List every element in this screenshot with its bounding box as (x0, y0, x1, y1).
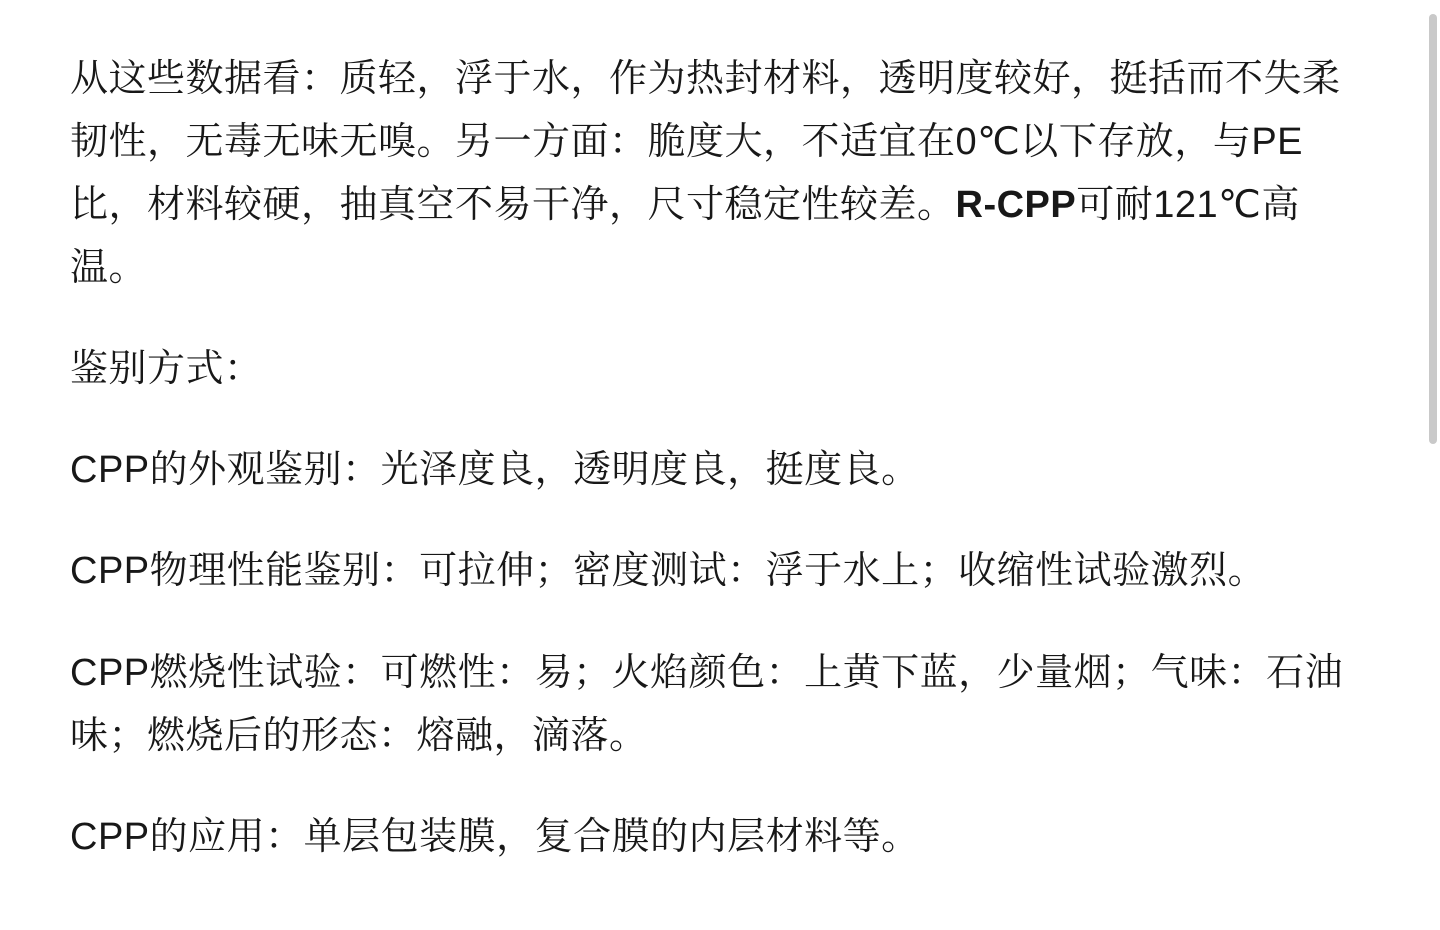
paragraph-application (70, 806, 1350, 869)
body-text: CPP燃烧性试验：可燃性：易；火焰颜色：上黄下蓝，少量烟；气味：石油味；燃烧后的形态：熔融，滴落。 (70, 651, 1344, 757)
paragraph-identification-heading (70, 338, 1350, 401)
vertical-scrollbar[interactable] (1426, 0, 1440, 930)
body-text: 鉴别方式： (70, 348, 263, 391)
body-text: CPP的外观鉴别：光泽度良，透明度良，挺度良。 (70, 449, 920, 492)
paragraph-combustion (70, 642, 1350, 768)
body-text: 从这些数据看：质轻，浮于水，作为热封材料，透明度较好，挺括而不失柔韧性，无毒无味无嗅。另一方面：脆度大，不适宜在0℃以下存放，与PE比，材料较硬，抽真空不易干净，尺寸稳定性较差。 (70, 58, 1341, 227)
paragraph-summary (70, 48, 1350, 300)
body-text: CPP物理性能鉴别：可拉伸；密度测试：浮于水上；收缩性试验激烈。 (70, 550, 1267, 593)
body-text: CPP的应用：单层包装膜，复合膜的内层材料等。 (70, 815, 920, 858)
body-text: 可耐121℃高温。 (70, 184, 1300, 290)
scrollbar-thumb[interactable] (1429, 14, 1437, 444)
paragraph-physical (70, 540, 1350, 603)
emphasis-text: R-CPP (955, 184, 1077, 227)
paragraph-appearance (70, 439, 1350, 502)
